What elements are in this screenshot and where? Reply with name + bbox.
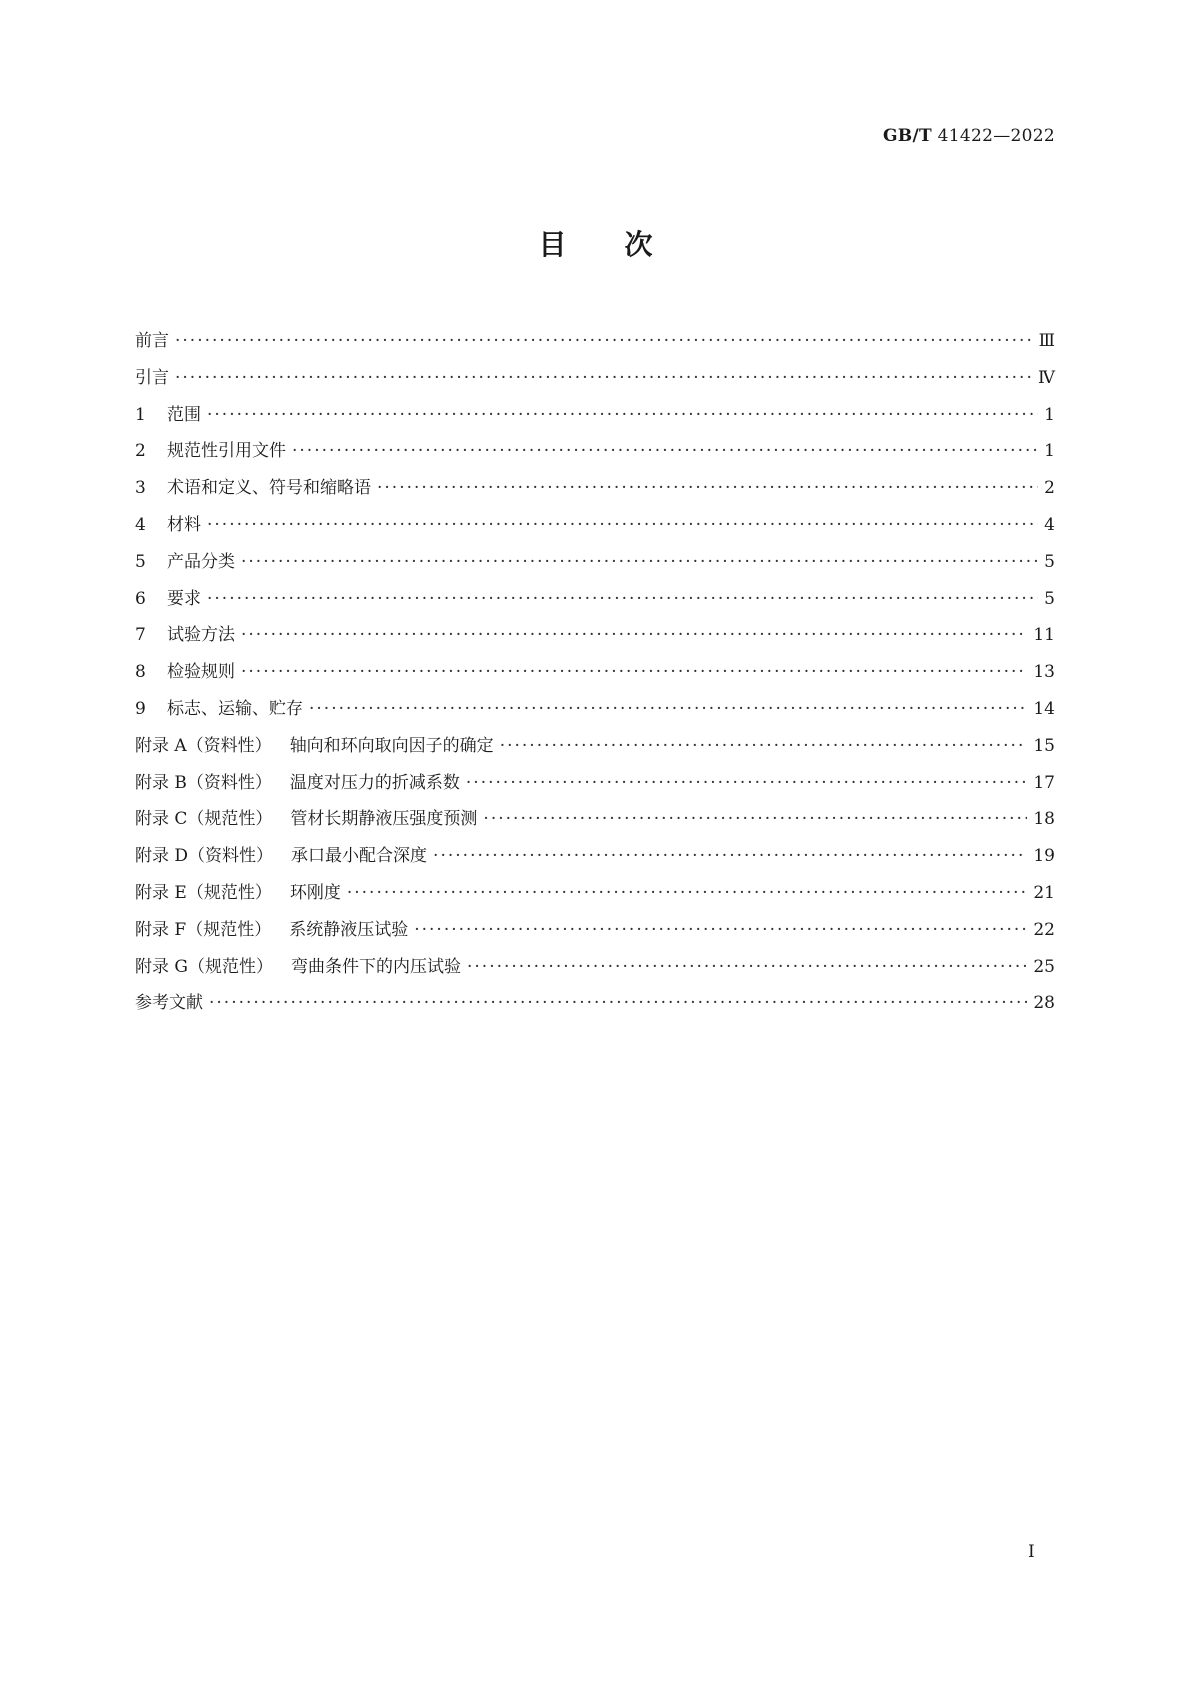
- toc-entry[interactable]: [135, 507, 1055, 544]
- toc-entry-page: 1: [1044, 404, 1055, 425]
- toc-entry-number: 7: [135, 625, 146, 646]
- toc-entry[interactable]: [135, 838, 1055, 875]
- toc-dot-leader: [207, 581, 1038, 618]
- toc-entry-page: 14: [1033, 698, 1055, 719]
- toc-entry-label: [167, 654, 235, 691]
- toc-entry-page: 25: [1033, 956, 1055, 977]
- toc-entry[interactable]: [135, 360, 1055, 397]
- toc-entry-number: 3: [135, 478, 146, 499]
- toc-entry-page: 18: [1033, 809, 1055, 830]
- toc-entry-label: [135, 985, 203, 1022]
- toc-entry-page: 4: [1044, 514, 1055, 535]
- toc-dot-leader: [241, 654, 1027, 691]
- toc-entry-number: 1: [135, 404, 146, 425]
- toc-entry-subtitle: 轴向和环向取向因子的确定: [289, 735, 494, 756]
- toc-entry[interactable]: [135, 617, 1055, 654]
- toc-entry-label: [135, 875, 341, 912]
- toc-entry[interactable]: [135, 470, 1055, 507]
- toc-entry-label: [167, 433, 286, 470]
- toc-entry-number: 9: [135, 698, 146, 719]
- toc-entry-page: 11: [1033, 625, 1055, 646]
- toc-entry[interactable]: [135, 397, 1055, 434]
- toc-dot-leader: [500, 728, 1028, 765]
- standard-code: [883, 126, 1055, 146]
- toc-entry-page: 21: [1033, 882, 1055, 903]
- toc-entry-label: [135, 360, 169, 397]
- table-of-contents: [135, 323, 1055, 1022]
- toc-entry-subtitle: 承口最小配合深度: [291, 846, 428, 867]
- toc-entry-title: 试验方法: [167, 625, 235, 646]
- page-title: 目次: [538, 228, 711, 261]
- toc-entry[interactable]: [135, 691, 1055, 728]
- toc-entry-page: 13: [1033, 662, 1055, 683]
- toc-entry-number: 8: [135, 662, 146, 683]
- toc-entry-number: 2: [135, 441, 146, 462]
- toc-dot-leader: [209, 985, 1027, 1022]
- toc-dot-leader: [377, 470, 1038, 507]
- toc-entry-label: [167, 397, 201, 434]
- toc-entry-label: [135, 838, 427, 875]
- toc-entry-subtitle: 环刚度: [289, 882, 341, 903]
- toc-entry-title: 产品分类: [167, 551, 235, 572]
- toc-dot-leader: [207, 507, 1038, 544]
- toc-entry-title: 标志、运输、贮存: [167, 698, 303, 719]
- toc-entry[interactable]: [135, 801, 1055, 838]
- toc-entry-subtitle: 管材长期静液压强度预测: [290, 809, 478, 830]
- toc-dot-leader: [175, 323, 1033, 360]
- toc-entry-title: 检验规则: [167, 662, 235, 683]
- toc-entry-label: [167, 544, 235, 581]
- toc-entry-title: 附录 E（规范性）: [135, 882, 272, 903]
- toc-entry-label: [135, 728, 494, 765]
- toc-entry-number: 4: [135, 514, 146, 535]
- toc-entry-title: 范围: [167, 404, 201, 425]
- standard-number: 41422—2022: [937, 126, 1055, 146]
- toc-entry-title: 附录 A（资料性）: [135, 735, 272, 756]
- toc-entry-page: 15: [1033, 735, 1055, 756]
- toc-entry[interactable]: [135, 985, 1055, 1022]
- toc-dot-leader: [467, 949, 1027, 986]
- toc-entry-title: 附录 F（规范性）: [135, 919, 272, 940]
- toc-entry-page: 28: [1033, 993, 1055, 1014]
- toc-entry-label: [167, 617, 235, 654]
- toc-entry-title: 引言: [135, 367, 169, 388]
- toc-entry-page: 5: [1044, 551, 1055, 572]
- toc-entry-title: 参考文献: [135, 993, 203, 1014]
- toc-dot-leader: [347, 875, 1028, 912]
- toc-entry-number: 6: [135, 588, 146, 609]
- toc-dot-leader: [433, 838, 1027, 875]
- toc-entry[interactable]: [135, 581, 1055, 618]
- toc-dot-leader: [241, 617, 1027, 654]
- toc-entry-title: 规范性引用文件: [167, 441, 286, 462]
- toc-entry-label: [167, 581, 201, 618]
- toc-entry-title: 材料: [167, 514, 201, 535]
- toc-entry-title: 附录 C（规范性）: [135, 809, 273, 830]
- toc-entry[interactable]: [135, 949, 1055, 986]
- toc-entry-page: Ⅳ: [1038, 367, 1055, 388]
- toc-entry-label: [135, 912, 408, 949]
- page-number: I: [1028, 1542, 1035, 1562]
- toc-entry-label: [135, 323, 169, 360]
- toc-entry[interactable]: [135, 323, 1055, 360]
- toc-entry-title: 附录 B（资料性）: [135, 772, 272, 793]
- toc-entry-title: 附录 D（资料性）: [135, 846, 274, 867]
- toc-entry-page: 17: [1033, 772, 1055, 793]
- toc-entry-label: [167, 470, 371, 507]
- toc-entry-subtitle: 系统静液压试验: [289, 919, 409, 940]
- toc-entry-subtitle: 温度对压力的折减系数: [289, 772, 460, 793]
- toc-dot-leader: [292, 433, 1038, 470]
- toc-entry[interactable]: [135, 912, 1055, 949]
- toc-entry[interactable]: [135, 728, 1055, 765]
- toc-entry-page: 2: [1044, 478, 1055, 499]
- toc-dot-leader: [466, 765, 1027, 802]
- toc-entry[interactable]: [135, 875, 1055, 912]
- toc-entry-page: 22: [1033, 919, 1055, 940]
- toc-entry[interactable]: [135, 544, 1055, 581]
- toc-entry-label: [135, 765, 460, 802]
- toc-dot-leader: [175, 360, 1032, 397]
- toc-dot-leader: [483, 801, 1027, 838]
- toc-entry-title: 要求: [167, 588, 201, 609]
- toc-entry[interactable]: [135, 654, 1055, 691]
- toc-entry[interactable]: [135, 765, 1055, 802]
- toc-dot-leader: [207, 397, 1038, 434]
- toc-entry-title: 附录 G（规范性）: [135, 956, 273, 977]
- toc-dot-leader: [414, 912, 1027, 949]
- toc-entry-subtitle: 弯曲条件下的内压试验: [290, 956, 461, 977]
- toc-entry-title: 前言: [135, 331, 169, 351]
- toc-entry-label: [167, 507, 201, 544]
- toc-entry-page: Ⅲ: [1038, 331, 1055, 351]
- toc-entry-page: 19: [1033, 846, 1055, 867]
- toc-entry-label: [135, 949, 461, 986]
- toc-entry-label: [135, 801, 477, 838]
- toc-entry[interactable]: [135, 433, 1055, 470]
- toc-entry-page: 1: [1044, 441, 1055, 462]
- toc-dot-leader: [241, 544, 1038, 581]
- toc-entry-title: 术语和定义、符号和缩略语: [167, 478, 371, 499]
- toc-dot-leader: [309, 691, 1027, 728]
- toc-entry-number: 5: [135, 551, 146, 572]
- toc-entry-label: [167, 691, 303, 728]
- toc-entry-page: 5: [1044, 588, 1055, 609]
- standard-prefix: GB/T: [882, 126, 932, 146]
